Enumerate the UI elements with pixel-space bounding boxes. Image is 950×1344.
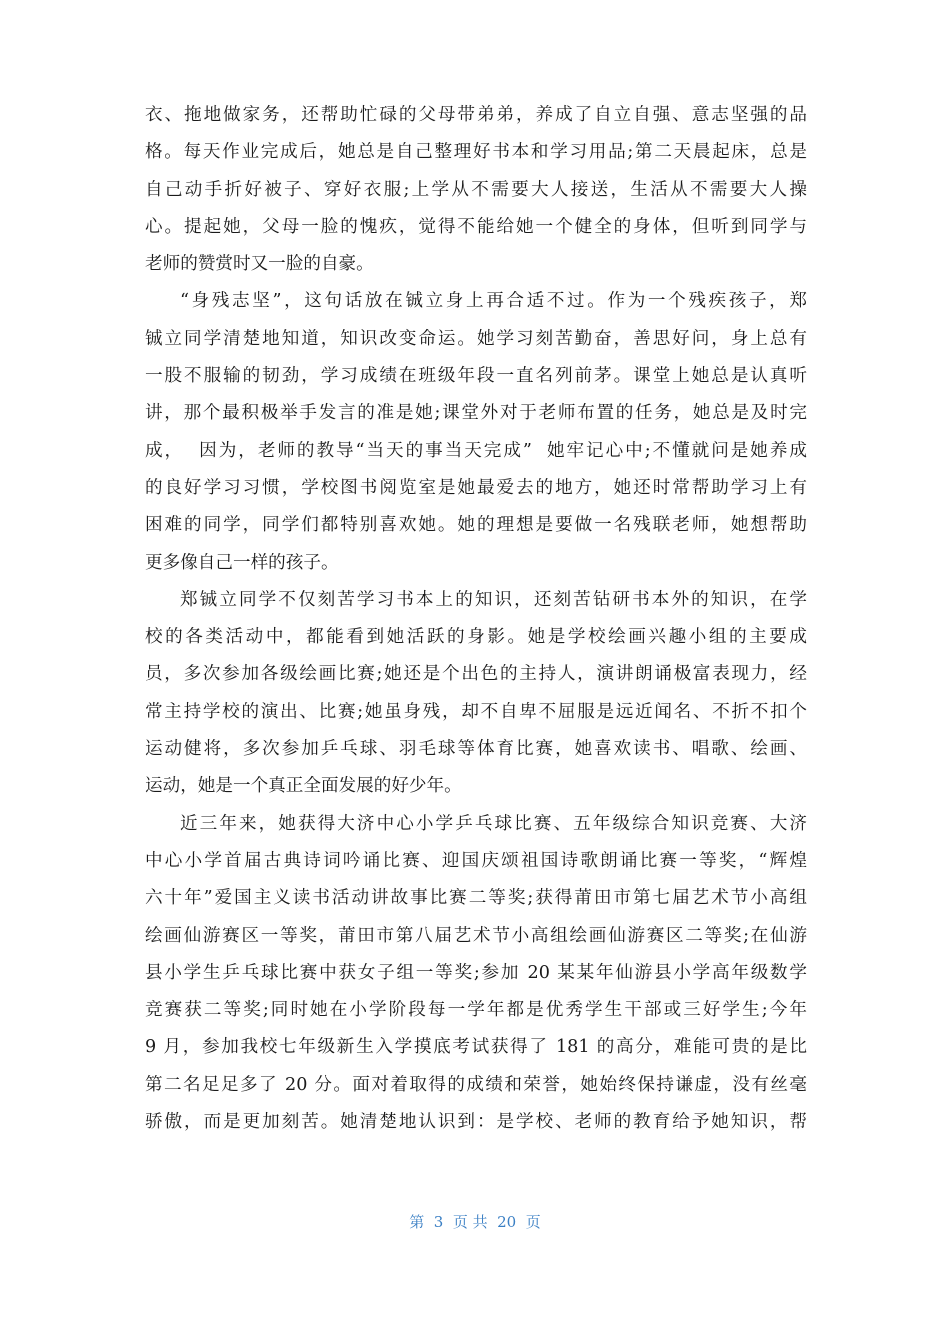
text-line: 格。每天作业完成后，她总是自己整理好书本和学习用品;第二天晨起床，总是 xyxy=(145,142,807,163)
text-line: 第二名足足多了 20 分。面对着取得的成绩和荣誉，她始终保持谦虚，没有丝毫 xyxy=(145,1074,807,1095)
text-line: 9 月，参加我校七年级新生入学摸底考试获得了 181 的高分，难能可贵的是比 xyxy=(145,1037,807,1058)
text-line: 心。提起她，父母一脸的愧疚，觉得不能给她一个健全的身体，但听到同学与 xyxy=(145,216,807,237)
text-line: 老师的赞赏时又一脸的自豪。 xyxy=(145,254,374,275)
text-line: 铖立同学清楚地知道，知识改变命运。她学习刻苦勤奋，善思好问，身上总有 xyxy=(145,328,807,349)
paragraph-2 xyxy=(145,283,807,581)
text-line: 县小学生乒乓球比赛中获女子组一等奖;参加 20 某某年仙游县小学高年级数学 xyxy=(145,962,807,983)
text-line: 更多像自己一样的孩子。 xyxy=(145,552,339,573)
text-line: 常主持学校的演出、比赛;她虽身残，却不自卑不屈服是远近闻名、不折不扣个 xyxy=(145,701,807,722)
text-line: 竞赛获二等奖;同时她在小学阶段每一学年都是优秀学生干部或三好学生;今年 xyxy=(145,1000,807,1021)
text-line: 一股不服输的韧劲，学习成绩在班级年段一直名列前茅。课堂上她总是认真听 xyxy=(145,366,807,387)
text-line: 困难的同学，同学们都特别喜欢她。她的理想是要做一名残联老师，她想帮助 xyxy=(145,515,807,536)
paragraph-1 xyxy=(145,97,807,283)
text-line: 校的各类活动中，都能看到她活跃的身影。她是学校绘画兴趣小组的主要成 xyxy=(145,627,807,648)
text-line: 运动健将，多次参加乒乓球、羽毛球等体育比赛，她喜欢读书、唱歌、绘画、 xyxy=(145,739,807,760)
text-line: 自己动手折好被子、穿好衣服;上学从不需要大人接送，生活从不需要大人操 xyxy=(145,179,807,200)
text-line: 绘画仙游赛区一等奖，莆田市第八届艺术节小高组绘画仙游赛区二等奖;在仙游 xyxy=(145,925,807,946)
text-line: 讲，那个最积极举手发言的准是她;课堂外对于老师布置的任务，她总是及时完 xyxy=(145,403,807,424)
text-line: 骄傲，而是更加刻苦。她清楚地认识到：是学校、老师的教育给予她知识，帮 xyxy=(145,1112,807,1133)
document-body xyxy=(145,97,807,1141)
text-line: 六十年”爱国主义读书活动讲故事比赛二等奖;获得莆田市第七届艺术节小高组 xyxy=(145,888,807,909)
paragraph-4 xyxy=(145,806,807,1142)
text-line: “身残志坚”，这句话放在铖立身上再合适不过。作为一个残疾孩子，郑 xyxy=(180,291,807,312)
text-line: 衣、拖地做家务，还帮助忙碌的父母带弟弟，养成了自立自强、意志坚强的品 xyxy=(145,105,807,125)
paragraph-3 xyxy=(145,582,807,806)
text-line: 的良好学习习惯，学校图书阅览室是她最爱去的地方，她还时常帮助学习上有 xyxy=(145,477,807,498)
text-line: 运动，她是一个真正全面发展的好少年。 xyxy=(145,776,462,797)
text-line: 中心小学首届古典诗词吟诵比赛、迎国庆颂祖国诗歌朗诵比赛一等奖，“辉煌 xyxy=(145,850,807,871)
text-line: 成， 因为，老师的教导“当天的事当天完成” 她牢记心中;不懂就问是她养成 xyxy=(145,440,807,461)
page-number-footer: 第 3 页 共 20 页 xyxy=(409,1213,541,1231)
text-line: 郑铖立同学不仅刻苦学习书本上的知识，还刻苦钻研书本外的知识，在学 xyxy=(180,589,807,610)
text-line: 员，多次参加各级绘画比赛;她还是个出色的主持人，演讲朗诵极富表现力，经 xyxy=(145,664,807,685)
text-line: 近三年来，她获得大济中心小学乒乓球比赛、五年级综合知识竞赛、大济 xyxy=(180,813,807,834)
